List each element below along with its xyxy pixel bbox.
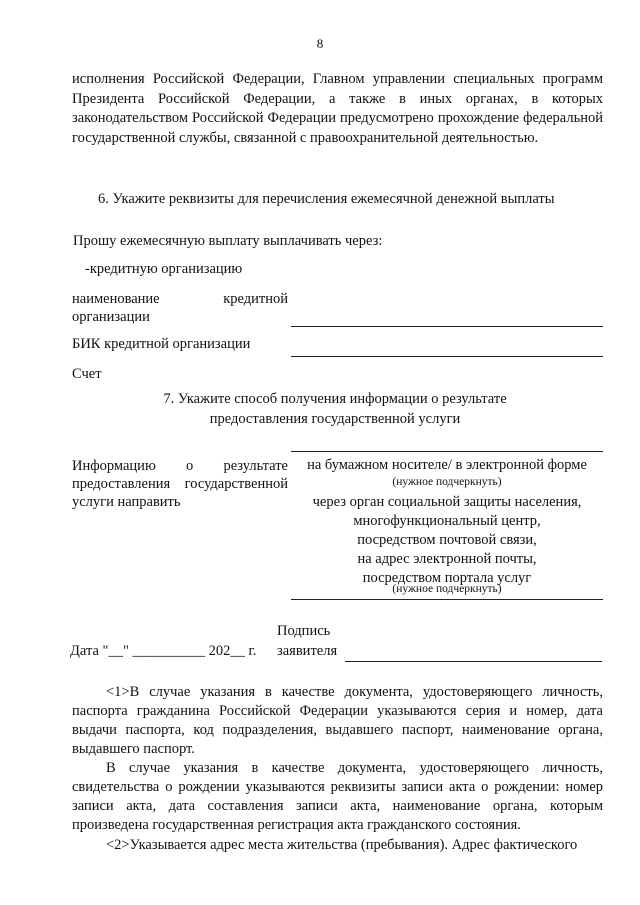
bik-field-line xyxy=(291,356,603,357)
underline-note-2: (нужное подчеркнуть) xyxy=(392,583,502,595)
section-7-heading-line1: 7. Укажите способ получения информации о результате xyxy=(163,391,507,407)
payment-request-text: Прошу ежемесячную выплату выплачивать через: xyxy=(73,233,383,249)
intro-paragraph: исполнения Российской Федерации, Главном управлении специальных программ Президента Российской Федерации, а также в иных органах, в которых законодательством Российской Федерации предусмотрено прохождение федеральной государственной службы, связанной с правоохранительной деятельностью. xyxy=(72,71,603,146)
signature-label-line1: Подпись xyxy=(277,623,331,639)
page-number: 8 xyxy=(316,36,324,51)
footnote-1-paragraph-1: <1>В случае указания в качестве документа, удостоверяющего личность, паспорта гражданина Российской Федерации указываются серия и номер, дата выдачи паспорта, код подразделения, выдавшего паспорт, наименование органа, выдавшего паспорт. xyxy=(72,684,603,757)
result-info-label: Информацию о результате предоставления государственной услуги направить xyxy=(72,458,288,510)
delivery-channel-list xyxy=(291,493,603,588)
underline-note-1: (нужное подчеркнуть) xyxy=(392,476,502,488)
footnote-2: <2>Указывается адрес места жительства (пребывания). Адрес фактического xyxy=(106,837,578,853)
channel-post: посредством почтовой связи, xyxy=(357,532,537,548)
delivery-field-line xyxy=(291,599,603,600)
date-label: Дата "__" __________ 202__ г. xyxy=(70,643,257,659)
signature-field-line xyxy=(345,661,602,662)
bank-name-field-line xyxy=(291,326,603,327)
account-label: Счет xyxy=(72,366,102,382)
channel-social-protection: через орган социальной защиты населения, xyxy=(312,494,582,510)
bik-label: БИК кредитной организации xyxy=(72,336,251,352)
section-7-heading-line2: предоставления государственной услуги xyxy=(209,411,461,427)
account-field-line xyxy=(291,451,603,452)
signature-label-line2: заявителя xyxy=(277,643,338,659)
section-6-heading: 6. Укажите реквизиты для перечисления ежемесячной денежной выплаты xyxy=(98,191,555,207)
footnote-1-paragraph-2: В случае указания в качестве документа, удостоверяющего личность, свидетельства о рождении указываются реквизиты записи акта о рождении: номер записи акта, дата составления записи акта, наименование органа, которым произведена государственная регистрация акта гражданского состояния. xyxy=(72,760,603,833)
channel-email: на адрес электронной почты, xyxy=(357,551,537,567)
carrier-options: на бумажном носителе/ в электронной форме xyxy=(307,457,587,473)
channel-mfc: многофункциональный центр, xyxy=(353,513,541,529)
option-credit-organization: -кредитную организацию xyxy=(85,261,243,277)
bank-name-label: наименование кредитной организации xyxy=(72,291,288,325)
channel-portal: посредством портала услуг xyxy=(362,570,532,586)
